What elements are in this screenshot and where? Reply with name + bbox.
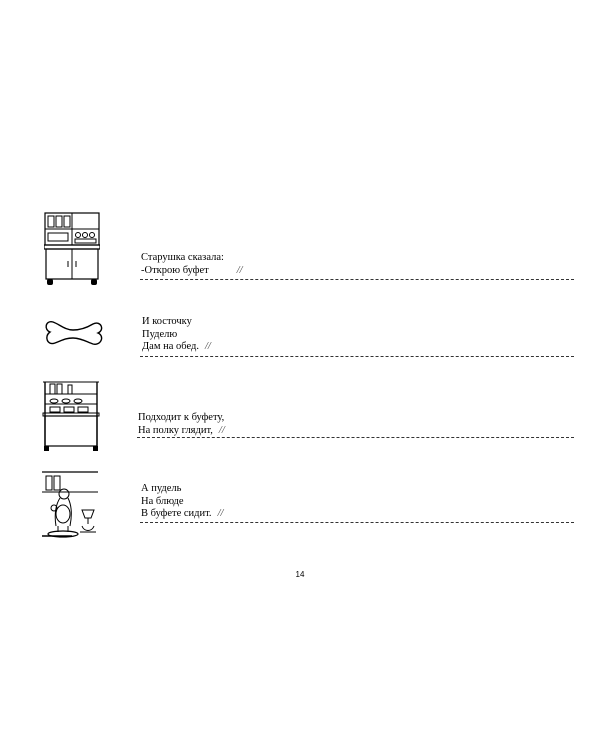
divider-line [140, 522, 574, 523]
stanza-1 [141, 252, 243, 277]
verse-line: Старушка сказала: [141, 252, 224, 263]
divider-line [137, 437, 574, 438]
stanza-2 [142, 316, 211, 354]
verse-line: И косточку [142, 316, 192, 327]
stanza-3 [138, 412, 225, 437]
pause-mark: // [217, 508, 224, 519]
verse-line: Подходит к буфету, [138, 412, 225, 423]
verse-line: В буфете сидит. // [141, 508, 224, 519]
pause-mark: // [236, 264, 243, 276]
bone-icon [43, 316, 105, 356]
pause-mark: // [218, 424, 225, 436]
verse-line: -Открою буфет // [141, 264, 243, 276]
stanza-4 [141, 483, 223, 521]
cupboard-icon [42, 380, 100, 452]
verse-line: На полку глядит, // [138, 424, 225, 436]
verse-line: А пудель [141, 483, 182, 494]
verse-line: Дам на обед. // [142, 341, 211, 352]
buffet-icon [44, 211, 100, 287]
pause-mark: // [204, 341, 211, 352]
verse-line: Пуделю [142, 328, 178, 340]
page-number: 14 [295, 570, 305, 579]
verse-line: На блюде [141, 495, 184, 507]
poodle-on-shelf-icon [42, 470, 100, 542]
divider-line [140, 356, 574, 357]
divider-line [140, 279, 574, 280]
